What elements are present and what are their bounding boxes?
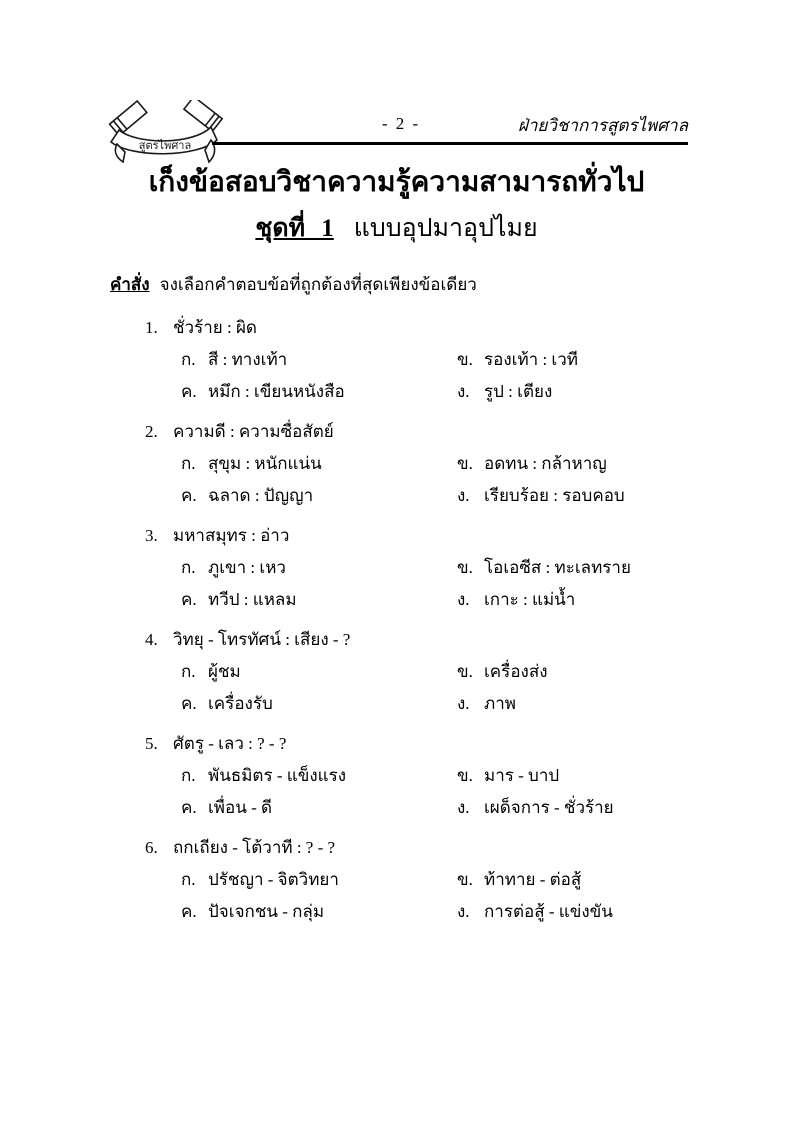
choice-label: ข. bbox=[457, 454, 473, 473]
question-head bbox=[145, 624, 705, 656]
choice-text: ท้าทาย - ต่อสู้ bbox=[484, 870, 582, 889]
choice-text: มาร - บาป bbox=[484, 766, 560, 785]
question-5 bbox=[145, 728, 705, 824]
choice bbox=[181, 792, 457, 824]
choice-label: ง. bbox=[457, 486, 470, 505]
choice-label: ค. bbox=[181, 382, 197, 401]
question-head bbox=[145, 520, 705, 552]
choice-label: ก. bbox=[181, 454, 196, 473]
choice bbox=[181, 864, 457, 896]
question-head bbox=[145, 728, 705, 760]
choice-label: ค. bbox=[181, 902, 197, 921]
question-text: วิทยุ - โทรทัศน์ : เสียง - ? bbox=[173, 630, 351, 649]
choice bbox=[457, 864, 705, 896]
choice bbox=[181, 448, 457, 480]
question-list bbox=[145, 312, 705, 936]
choice bbox=[457, 344, 705, 376]
question-4 bbox=[145, 624, 705, 720]
question-text: ความดี : ความซื่อสัตย์ bbox=[173, 422, 334, 441]
choice-label: ข. bbox=[457, 766, 473, 785]
choice-label: ง. bbox=[457, 382, 470, 401]
set-name: แบบอุปมาอุปไมย bbox=[353, 215, 538, 242]
choice bbox=[181, 344, 457, 376]
choice-text: เครื่องรับ bbox=[208, 694, 273, 713]
choice-text: ปัจเจกชน - กลุ่ม bbox=[208, 902, 325, 921]
choice-text: เครื่องส่ง bbox=[484, 662, 548, 681]
choice-grid bbox=[145, 552, 705, 616]
choice bbox=[181, 688, 457, 720]
instructions-label: คำสั่ง bbox=[110, 275, 150, 294]
choice-text: เผด็จการ - ชั่วร้าย bbox=[484, 798, 614, 817]
choice-label: ก. bbox=[181, 662, 196, 681]
choice bbox=[457, 896, 705, 928]
question-2 bbox=[145, 416, 705, 512]
choice bbox=[457, 552, 705, 584]
choice-text: สี : ทางเท้า bbox=[208, 350, 288, 369]
question-number: 3. bbox=[145, 526, 158, 545]
question-3 bbox=[145, 520, 705, 616]
choice bbox=[457, 448, 705, 480]
choice bbox=[181, 480, 457, 512]
page-number: - 2 - bbox=[381, 114, 421, 133]
question-head bbox=[145, 312, 705, 344]
choice-text: อดทน : กล้าหาญ bbox=[484, 454, 607, 473]
choice-label: ก. bbox=[181, 350, 196, 369]
choice-label: ค. bbox=[181, 798, 197, 817]
choice-grid bbox=[145, 760, 705, 824]
choice-label: ข. bbox=[457, 870, 473, 889]
choice bbox=[181, 552, 457, 584]
question-number: 4. bbox=[145, 630, 158, 649]
instructions-text: จงเลือกคำตอบข้อที่ถูกต้องที่สุดเพียงข้อเดียว bbox=[159, 275, 477, 294]
header-divider bbox=[212, 142, 688, 145]
choice-label: ข. bbox=[457, 662, 473, 681]
choice-text: โอเอซีส : ทะเลทราย bbox=[484, 558, 631, 577]
choice-label: ง. bbox=[457, 694, 470, 713]
question-number: 6. bbox=[145, 838, 158, 857]
choice-text: รองเท้า : เวที bbox=[484, 350, 578, 369]
question-head bbox=[145, 416, 705, 448]
logo-text: สูตรไพศาล bbox=[138, 140, 192, 152]
choice bbox=[457, 480, 705, 512]
question-1 bbox=[145, 312, 705, 408]
question-number: 1. bbox=[145, 318, 158, 337]
choice bbox=[457, 376, 705, 408]
question-head bbox=[145, 832, 705, 864]
choice-label: ง. bbox=[457, 590, 470, 609]
choice-label: ก. bbox=[181, 766, 196, 785]
choice-text: เรียบร้อย : รอบคอบ bbox=[484, 486, 625, 505]
question-text: ถกเถียง - โต้วาที : ? - ? bbox=[173, 838, 336, 857]
question-number: 2. bbox=[145, 422, 158, 441]
choice-label: ง. bbox=[457, 902, 470, 921]
choice-text: รูป : เตียง bbox=[484, 382, 553, 401]
choice bbox=[457, 584, 705, 616]
choice-text: ทวีป : แหลม bbox=[208, 590, 297, 609]
question-text: ชั่วร้าย : ผิด bbox=[173, 318, 257, 337]
choice-text: หมึก : เขียนหนังสือ bbox=[208, 382, 345, 401]
choice-label: ก. bbox=[181, 558, 196, 577]
choice-text: พันธมิตร - แข็งแรง bbox=[208, 766, 347, 785]
question-6 bbox=[145, 832, 705, 928]
choice-label: ค. bbox=[181, 590, 197, 609]
choice-grid bbox=[145, 448, 705, 512]
exam-subtitle bbox=[0, 208, 793, 250]
choice-text: ภาพ bbox=[484, 694, 516, 713]
set-label: ชุดที่ 1 bbox=[255, 215, 334, 242]
choice bbox=[181, 896, 457, 928]
choice-label: ข. bbox=[457, 350, 473, 369]
choice-label: ค. bbox=[181, 486, 197, 505]
choice-text: ภูเขา : เหว bbox=[208, 558, 286, 577]
choice-grid bbox=[145, 344, 705, 408]
exam-title: เก็งข้อสอบวิชาความรู้ความสามารถทั่วไป bbox=[148, 167, 645, 198]
choice-label: ง. bbox=[457, 798, 470, 817]
choice-grid bbox=[145, 864, 705, 928]
instructions bbox=[110, 272, 688, 298]
choice-label: ก. bbox=[181, 870, 196, 889]
choice bbox=[181, 656, 457, 688]
choice-text: ผู้ชม bbox=[208, 662, 241, 681]
choice bbox=[181, 584, 457, 616]
choice-grid bbox=[145, 656, 705, 720]
choice bbox=[457, 656, 705, 688]
question-number: 5. bbox=[145, 734, 158, 753]
choice-text: เกาะ : แม่น้ำ bbox=[484, 590, 576, 609]
choice-text: ฉลาด : ปัญญา bbox=[208, 486, 314, 505]
question-text: มหาสมุทร : อ่าว bbox=[173, 526, 290, 545]
department-name: ฝ่ายวิชาการสูตรไพศาล bbox=[517, 116, 688, 135]
choice bbox=[457, 688, 705, 720]
choice-text: เพื่อน - ดี bbox=[208, 798, 273, 817]
choice bbox=[181, 760, 457, 792]
choice bbox=[457, 792, 705, 824]
choice-text: สุขุม : หนักแน่น bbox=[208, 454, 322, 473]
choice-label: ค. bbox=[181, 694, 197, 713]
choice bbox=[457, 760, 705, 792]
choice bbox=[181, 376, 457, 408]
choice-text: ปรัชญา - จิตวิทยา bbox=[208, 870, 339, 889]
choice-text: การต่อสู้ - แข่งขัน bbox=[484, 902, 613, 921]
question-text: ศัตรู - เลว : ? - ? bbox=[173, 734, 287, 753]
choice-label: ข. bbox=[457, 558, 473, 577]
